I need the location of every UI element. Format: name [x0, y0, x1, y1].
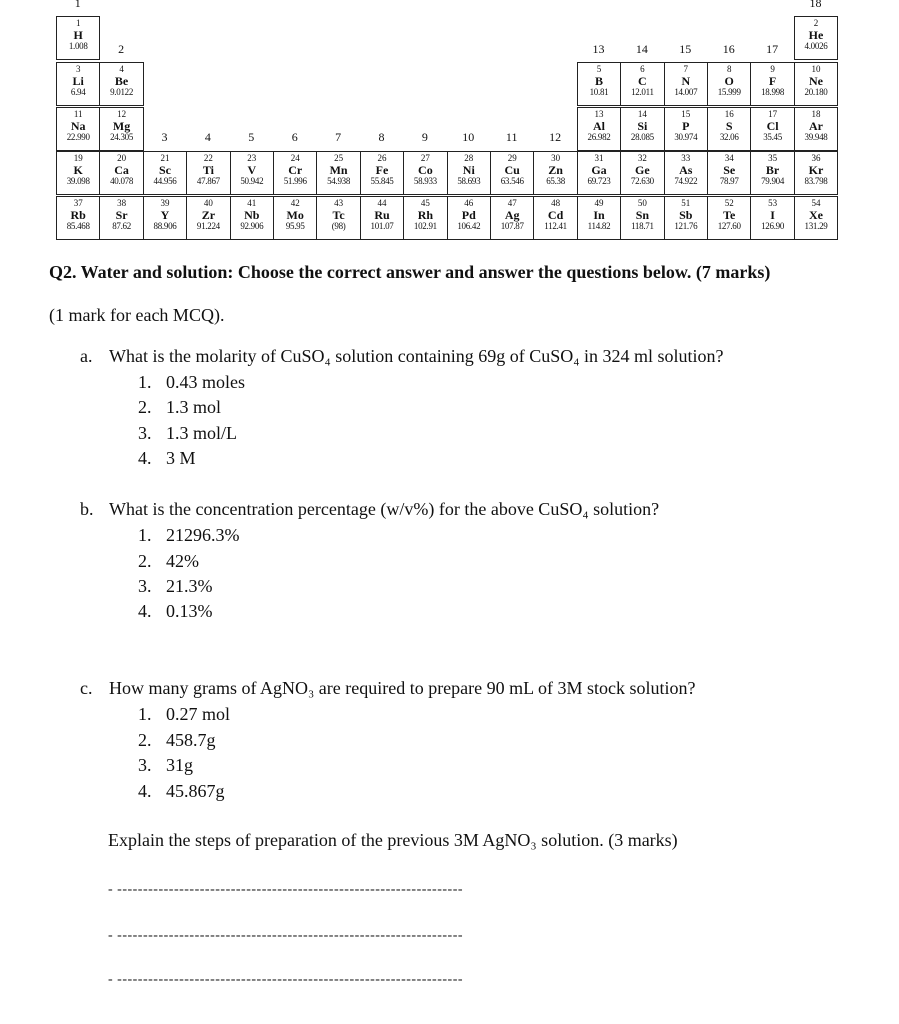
- atomic-number: 11: [73, 109, 83, 119]
- option-item: 3. 1.3 mol/L: [138, 423, 237, 443]
- group-label: 8: [378, 130, 385, 144]
- atomic-mass: 9.0122: [110, 87, 134, 97]
- atomic-number: 27: [420, 153, 430, 163]
- element-cell: [447, 151, 491, 195]
- element-cell: [56, 151, 100, 195]
- element-symbol: Tc: [332, 208, 345, 222]
- atomic-mass: 1.008: [68, 41, 88, 51]
- element-symbol: Cd: [547, 208, 564, 222]
- atomic-mass: 118.71: [631, 221, 654, 231]
- atomic-mass: 114.82: [587, 221, 611, 231]
- option-item: 1. 0.43 moles: [138, 372, 245, 392]
- atomic-mass: 65.38: [546, 176, 565, 186]
- element-symbol: Al: [592, 119, 605, 133]
- element-cell: [664, 107, 708, 151]
- atomic-number: 31: [594, 153, 604, 163]
- element-symbol: Y: [160, 208, 170, 222]
- element-cell: [750, 62, 794, 106]
- atomic-mass: 40.078: [110, 176, 134, 186]
- atomic-number: 14: [637, 109, 647, 119]
- element-cell: [577, 107, 621, 151]
- atomic-number: 36: [811, 153, 821, 163]
- atomic-number: 26: [377, 153, 387, 163]
- element-symbol: Ne: [808, 74, 823, 88]
- element-symbol: He: [808, 28, 824, 42]
- element-cell: [577, 151, 621, 195]
- element-cell: [490, 151, 534, 195]
- element-symbol: Ca: [114, 163, 129, 177]
- element-symbol: Fe: [375, 163, 389, 177]
- atomic-number: 47: [507, 198, 517, 208]
- atomic-mass: 6.94: [70, 87, 86, 97]
- atomic-mass: 83.798: [804, 176, 828, 186]
- element-cell: [56, 196, 100, 240]
- element-cell: [143, 196, 187, 240]
- atomic-number: 46: [464, 198, 474, 208]
- question-letter: b.: [80, 499, 94, 519]
- element-cell: [316, 196, 360, 240]
- atomic-number: 1: [75, 18, 81, 28]
- atomic-mass: 101.07: [370, 221, 394, 231]
- element-cell: [620, 62, 664, 106]
- atomic-number: 45: [420, 198, 430, 208]
- element-symbol: K: [73, 163, 83, 177]
- atomic-number: 4: [119, 64, 124, 74]
- element-symbol: Sn: [635, 208, 650, 222]
- atomic-number: 10: [811, 64, 821, 74]
- option-item: 4. 45.867g: [138, 781, 225, 801]
- atomic-mass: 10.81: [589, 87, 609, 97]
- element-cell: [99, 196, 143, 240]
- element-symbol: Ni: [462, 163, 475, 177]
- atomic-mass: 69.723: [587, 176, 611, 186]
- option-item: 1. 0.27 mol: [138, 704, 231, 724]
- atomic-mass: 26.982: [587, 132, 611, 142]
- element-symbol: Mn: [329, 163, 348, 177]
- element-cell: [794, 16, 838, 60]
- atomic-mass: 28.085: [630, 132, 654, 142]
- atomic-number: 13: [594, 109, 604, 119]
- option-item: 4. 3 M: [138, 448, 196, 468]
- element-symbol: O: [724, 74, 734, 88]
- atomic-number: 53: [768, 198, 778, 208]
- atomic-number: 41: [247, 198, 257, 208]
- group-label: 18: [809, 0, 822, 10]
- atomic-number: 18: [811, 109, 821, 119]
- atomic-mass: 95.95: [285, 221, 305, 231]
- atomic-number: 19: [73, 153, 83, 163]
- atomic-number: 20: [117, 153, 127, 163]
- group-label: 5: [248, 130, 255, 144]
- atomic-number: 54: [811, 198, 821, 208]
- element-symbol: Br: [765, 163, 780, 177]
- element-cell: [794, 151, 838, 195]
- atomic-mass: 74.922: [674, 176, 698, 186]
- atomic-number: 6: [640, 64, 645, 74]
- atomic-mass: 85.468: [66, 221, 90, 231]
- atomic-number: 9: [770, 64, 775, 74]
- atomic-mass: 88.906: [153, 221, 177, 231]
- atomic-number: 33: [681, 153, 691, 163]
- element-cell: [620, 151, 664, 195]
- element-cell: [707, 196, 751, 240]
- atomic-number: 5: [596, 64, 602, 74]
- atomic-mass: 35.45: [763, 132, 782, 142]
- element-cell: [143, 151, 187, 195]
- element-cell: [707, 62, 751, 106]
- explain-prompt: Explain the steps of preparation of the previous 3M AgNO₃ solution. (3 marks): [108, 830, 678, 850]
- option-item: 2. 42%: [138, 551, 199, 571]
- atomic-mass: 121.76: [674, 221, 698, 231]
- element-symbol: Xe: [808, 208, 823, 222]
- element-cell: [750, 151, 794, 195]
- atomic-mass: 78.97: [719, 176, 739, 186]
- atomic-mass: 51.996: [283, 176, 307, 186]
- element-cell: [664, 196, 708, 240]
- element-cell: [56, 62, 100, 106]
- element-cell: [273, 196, 317, 240]
- periodic-table: [0, 0, 899, 242]
- element-cell: [577, 196, 621, 240]
- element-symbol: Cu: [504, 163, 520, 177]
- element-cell: [533, 196, 577, 240]
- group-label: 9: [421, 130, 428, 144]
- question-text: How many grams of AgNO₃ are required to prepare 90 mL of 3M stock solution?: [109, 678, 696, 698]
- atomic-number: 34: [724, 153, 734, 163]
- atomic-mass: 30.974: [674, 132, 698, 142]
- element-cell: [99, 107, 143, 151]
- atomic-number: 3: [75, 64, 81, 74]
- element-cell: [403, 196, 447, 240]
- atomic-mass: 106.42: [457, 221, 481, 231]
- option-item: 3. 21.3%: [138, 576, 213, 596]
- element-symbol: Ru: [374, 208, 390, 222]
- group-label: 3: [161, 130, 168, 144]
- element-symbol: Mg: [112, 119, 131, 133]
- element-cell: [186, 196, 230, 240]
- group-label: 16: [722, 42, 735, 56]
- element-symbol: B: [594, 74, 603, 88]
- element-symbol: I: [770, 208, 775, 222]
- element-symbol: Cl: [766, 119, 779, 133]
- element-symbol: Na: [70, 119, 86, 133]
- element-symbol: Ti: [202, 163, 214, 177]
- element-symbol: Si: [637, 119, 648, 133]
- atomic-number: 8: [726, 64, 732, 74]
- element-cell: [447, 196, 491, 240]
- atomic-mass: 72.630: [630, 176, 654, 186]
- element-symbol: Co: [418, 163, 433, 177]
- atomic-number: 29: [507, 153, 517, 163]
- atomic-mass: 55.845: [370, 176, 394, 186]
- group-label: 17: [766, 42, 779, 56]
- element-symbol: Ag: [504, 208, 520, 222]
- atomic-number: 35: [768, 153, 778, 163]
- element-cell: [794, 196, 838, 240]
- atomic-number: 44: [377, 198, 387, 208]
- element-symbol: Zn: [548, 163, 563, 177]
- atomic-mass: 131.29: [804, 221, 828, 231]
- answer-line[interactable]: - -------------------------------------------------------------------: [108, 882, 464, 897]
- atomic-mass: 47.867: [196, 176, 220, 186]
- element-cell: [56, 107, 100, 151]
- element-symbol: Ga: [591, 163, 607, 177]
- element-cell: [664, 62, 708, 106]
- question-heading: Q2. Water and solution: Choose the correct answer and answer the questions below. (7 marks): [49, 262, 771, 282]
- atomic-number: 51: [681, 198, 691, 208]
- atomic-mass: 14.007: [674, 87, 698, 97]
- element-symbol: In: [593, 208, 605, 222]
- element-symbol: Cr: [288, 163, 303, 177]
- group-label: 4: [204, 130, 211, 144]
- atomic-mass: 54.938: [327, 176, 351, 186]
- element-symbol: P: [682, 119, 690, 133]
- atomic-number: 21: [160, 153, 170, 163]
- answer-line[interactable]: - -------------------------------------------------------------------: [108, 928, 464, 943]
- element-cell: [230, 196, 274, 240]
- element-symbol: Ar: [808, 119, 823, 133]
- question-letter: c.: [80, 678, 93, 698]
- element-symbol: Pd: [461, 208, 476, 222]
- element-symbol: H: [73, 28, 83, 42]
- atomic-mass: 24.305: [110, 132, 134, 142]
- option-item: 2. 1.3 mol: [138, 397, 222, 417]
- element-cell: [577, 62, 621, 106]
- group-label: 12: [549, 130, 562, 144]
- group-label: 11: [505, 130, 518, 144]
- element-cell: [99, 151, 143, 195]
- element-symbol: Se: [723, 163, 736, 177]
- atomic-mass: 39.098: [66, 176, 90, 186]
- element-cell: [403, 151, 447, 195]
- atomic-mass: 79.904: [761, 176, 785, 186]
- atomic-mass: 92.906: [240, 221, 264, 231]
- atomic-number: 22: [203, 153, 213, 163]
- element-cell: [707, 107, 751, 151]
- element-cell: [490, 196, 534, 240]
- atomic-mass: 102.91: [413, 221, 437, 231]
- atomic-number: 48: [551, 198, 561, 208]
- atomic-number: 38: [117, 198, 127, 208]
- option-item: 2. 458.7g: [138, 730, 216, 750]
- atomic-number: 43: [334, 198, 344, 208]
- atomic-mass: 91.224: [196, 221, 220, 231]
- element-cell: [664, 151, 708, 195]
- element-symbol: Be: [114, 74, 129, 88]
- atomic-number: 17: [768, 109, 778, 119]
- atomic-mass: 32.06: [719, 132, 739, 142]
- element-symbol: Sr: [115, 208, 128, 222]
- atomic-number: 23: [247, 153, 257, 163]
- element-symbol: As: [679, 163, 693, 177]
- group-label: 7: [335, 130, 342, 144]
- atomic-number: 50: [637, 198, 647, 208]
- atomic-number: 16: [724, 109, 734, 119]
- atomic-mass: 4.0026: [804, 41, 828, 51]
- atomic-number: 25: [334, 153, 344, 163]
- atomic-number: 30: [551, 153, 561, 163]
- question-text: What is the concentration percentage (w/v%) for the above CuSO₄ solution?: [109, 499, 660, 519]
- element-cell: [99, 62, 143, 106]
- atomic-mass: 112.41: [544, 221, 567, 231]
- atomic-mass: 50.942: [240, 176, 264, 186]
- element-symbol: S: [725, 119, 733, 133]
- atomic-mass: 58.933: [413, 176, 437, 186]
- element-cell: [316, 151, 360, 195]
- option-item: 4. 0.13%: [138, 601, 213, 621]
- element-cell: [56, 16, 100, 60]
- atomic-number: 52: [724, 198, 734, 208]
- atomic-mass: 20.180: [804, 87, 828, 97]
- atomic-mass: 127.60: [717, 221, 741, 231]
- atomic-number: 39: [160, 198, 170, 208]
- atomic-mass: 44.956: [153, 176, 177, 186]
- atomic-mass: (98): [331, 221, 346, 231]
- element-cell: [620, 107, 664, 151]
- group-label: 13: [592, 42, 605, 56]
- atomic-mass: 22.990: [66, 132, 90, 142]
- atomic-mass: 12.011: [631, 87, 654, 97]
- atomic-number: 2: [813, 18, 819, 28]
- question-text: What is the molarity of CuSO₄ solution containing 69g of CuSO₄ in 324 ml solution?: [109, 346, 724, 366]
- marks-note: (1 mark for each MCQ).: [49, 305, 225, 325]
- element-cell: [360, 196, 404, 240]
- atomic-number: 42: [290, 198, 300, 208]
- element-symbol: Li: [72, 74, 84, 88]
- element-symbol: Nb: [244, 208, 260, 222]
- atomic-mass: 18.998: [761, 87, 785, 97]
- option-item: 1. 21296.3%: [138, 525, 240, 545]
- atomic-number: 32: [637, 153, 647, 163]
- group-label: 14: [635, 42, 648, 56]
- answer-line[interactable]: - -------------------------------------------------------------------: [108, 972, 464, 987]
- element-cell: [186, 151, 230, 195]
- element-symbol: Rb: [70, 208, 86, 222]
- element-cell: [230, 151, 274, 195]
- element-symbol: Mo: [286, 208, 304, 222]
- option-item: 3. 31g: [138, 755, 193, 775]
- atomic-number: 49: [594, 198, 604, 208]
- element-symbol: Te: [723, 208, 736, 222]
- element-cell: [360, 151, 404, 195]
- atomic-number: 37: [73, 198, 83, 208]
- group-label: 1: [74, 0, 81, 10]
- atomic-number: 28: [464, 153, 474, 163]
- atomic-number: 7: [683, 64, 689, 74]
- element-symbol: V: [247, 163, 257, 177]
- atomic-number: 24: [290, 153, 300, 163]
- element-cell: [794, 107, 838, 151]
- atomic-mass: 126.90: [761, 221, 785, 231]
- group-label: 10: [462, 130, 475, 144]
- element-symbol: Ge: [635, 163, 650, 177]
- atomic-mass: 63.546: [500, 176, 524, 186]
- element-cell: [750, 107, 794, 151]
- element-cell: [533, 151, 577, 195]
- element-cell: [794, 62, 838, 106]
- element-cell: [620, 196, 664, 240]
- element-cell: [273, 151, 317, 195]
- element-symbol: Sc: [158, 163, 171, 177]
- element-cell: [707, 151, 751, 195]
- element-symbol: F: [768, 74, 777, 88]
- atomic-mass: 107.87: [500, 221, 524, 231]
- atomic-mass: 39.948: [804, 132, 828, 142]
- atomic-number: 12: [117, 109, 127, 119]
- element-symbol: N: [681, 74, 691, 88]
- atomic-mass: 15.999: [717, 87, 741, 97]
- group-label: 2: [118, 42, 125, 56]
- element-cell: [750, 196, 794, 240]
- atomic-number: 15: [681, 109, 691, 119]
- group-label: 15: [679, 42, 692, 56]
- element-symbol: C: [638, 74, 647, 88]
- group-label: 6: [291, 130, 298, 144]
- element-symbol: Rh: [417, 208, 434, 222]
- element-symbol: Sb: [679, 208, 693, 222]
- element-symbol: Zr: [201, 208, 216, 222]
- element-symbol: Kr: [808, 163, 824, 177]
- atomic-mass: 58.693: [457, 176, 481, 186]
- question-letter: a.: [80, 346, 93, 366]
- atomic-mass: 87.62: [112, 221, 131, 231]
- atomic-number: 40: [203, 198, 213, 208]
